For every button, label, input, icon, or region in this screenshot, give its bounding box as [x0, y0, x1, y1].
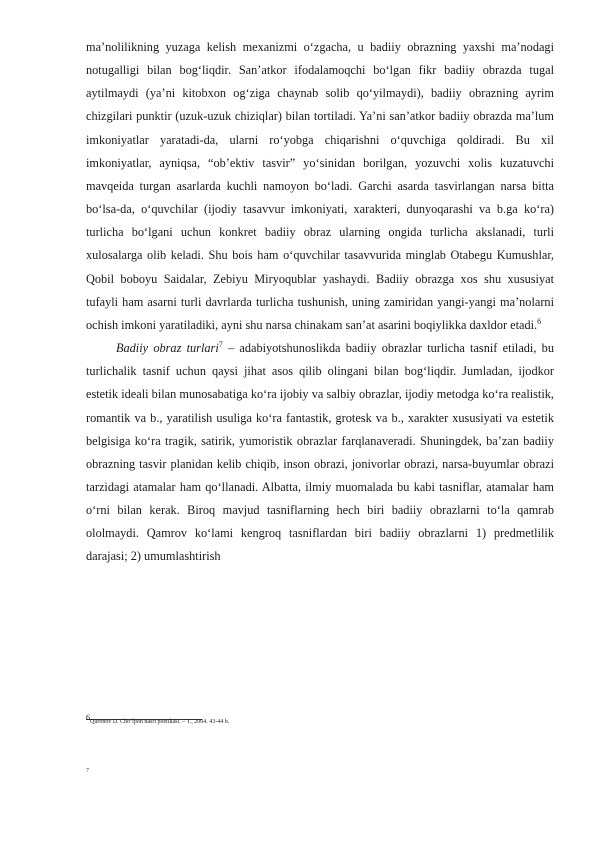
footnote-reference-7: 7 [218, 339, 223, 349]
paragraph-2 [86, 337, 554, 569]
footnote-7-number: 7 [86, 768, 89, 774]
term-badiiy-obraz-turlari: Badiiy obraz turlari [116, 341, 219, 356]
footnote-6 [86, 713, 230, 726]
paragraph-2-text: – adabiyotshunoslikda badiiy obrazlar turlicha tasnif etiladi, bu turlichalik tasnif uchun qaysi jihat asos qilib olingani bilan bog‘liqdir. Jumladan, ijodkor estetik ideali bilan munosabatiga ko‘ra ijobiy va salbiy obrazlar, ijodiy metodga ko‘ra realistik, romantik va b., yaratilish usuliga ko‘ra fantastik, grotesk va b., xarakter xususiyati va estetik belgisiga ko‘ra tragik, satirik, yumoristik obrazlar farqlanaveradi. Shuningdek, ba’zan badiiy obrazning tasvir planidan kelib chiqib, inson obrazi, jonivorlar obrazi, narsa-buyumlar obrazi tarzidagi atamalar ham qo‘llanadi. Albatta, ilmiy muomalada bu kabi tasniflar, atamalar ham o‘rni bilan kerak. Biroq mavjud tasniflarning hech biri badiiy obrazlarni to‘la qamrab ololmaydi. Qamrov ko‘lami kengroq tasniflardan biri badiiy obrazlarni 1) predmetlilik darajasi; 2) umumlashtirish [86, 341, 554, 564]
main-text [86, 36, 554, 569]
paragraph-1-text: ma’nolilikning yuzaga kelish mexanizmi o‘zgacha, u badiiy obrazning yaxshi ma’nodagi notugalligi bilan bog‘liqdir. San’atkor ifodalamoqchi bo‘lgan fikr badiiy obrazda tugal aytilmaydi (ya’ni kitobxon og‘ziga chaynab solib qo‘yilmaydi), badiiy obrazning ayrim chizgilari punktir (uzuk-uzuk chiziqlar) bilan tortiladi. Ya’ni san’atkor badiiy obrazda ma’lum imkoniyatlar yaratadi-da, ularni ro‘yobga chiqarishni o‘quvchiga qoldiradi. Bu xil imkoniyatlar, ayniqsa, “ob’ektiv tasvir” yo‘sinidan borilgan, yozuvchi xolis kuzatuvchi mavqeida turgan asarlarda kuchli namoyon bo‘ladi. Garchi asarda tasvirlangan narsa bitta bo‘lsa-da, o‘quvchilar (ijodiy tasavvur imkoniyati, xarakteri, dunyoqarashi va b.ga ko‘ra) turlicha bo‘lgani uchun konkret badiiy obraz ularning ongida turlicha akslanadi, turli xulosalarga olib keladi. Shu bois ham o‘quvchilar tasavvurida minglab Otabegu Kumushlar, Qobil boboyu Saidalar, Zebiyu Miryoqublar yashaydi. Badiiy obrazga xos shu xususiyat tufayli ham asarni turli davrlarda turlicha tushunish, uning zamiridan yangi-yangi ma’nolarni ochish imkoni yaratiladiki, ayni shu narsa chinakam san’at asarini boqiylikka daxldor etadi. [86, 40, 554, 332]
footnote-6-text: Quronov D. Cho‘lpon nasri poetikasi. – T., 2004. 43-44 b. [90, 719, 230, 725]
footnote-6-number: 6 [86, 713, 90, 722]
footnote-reference-6: 6 [537, 316, 542, 326]
paragraph-1 [86, 36, 554, 337]
